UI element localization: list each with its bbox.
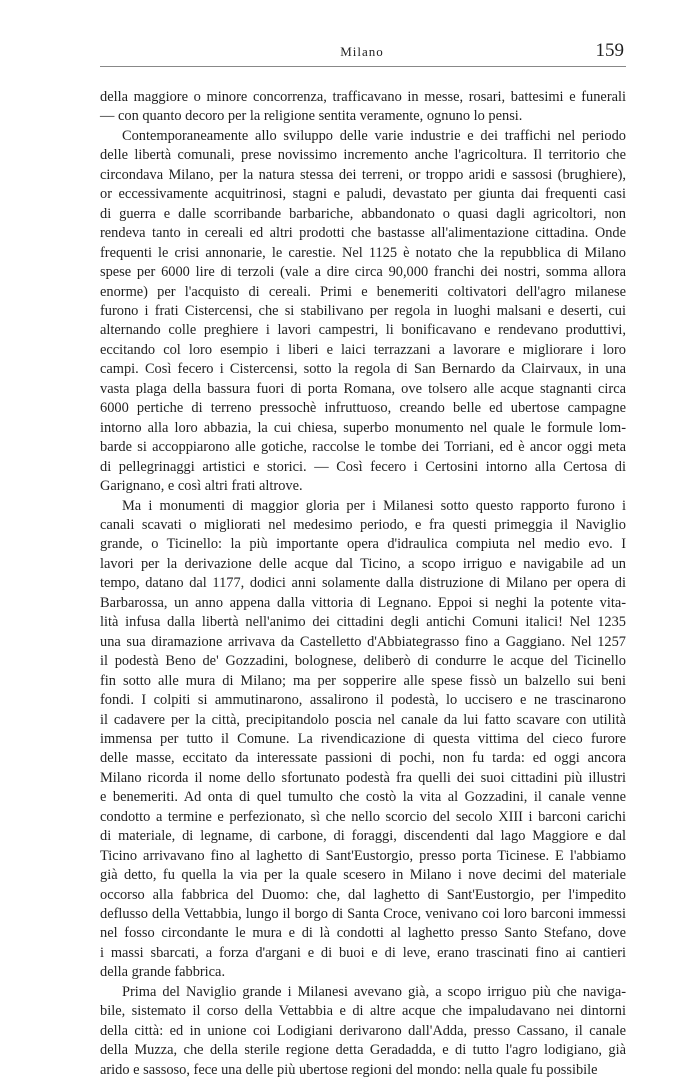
paragraph-line: Barbarossa, un anno appena dalla vittoria di Legnano. Eppoi si neghi la potente vita- (100, 594, 626, 611)
paragraph-line: fin sotto alle mura di Milano; ma per sopperire alle spese fissò un balzello sui beni (100, 672, 626, 689)
paragraph-line: di guerra e dalle scorribande barbariche, abbandonato o quasi dagli agricoltori, non (100, 205, 626, 222)
running-title: Milano (340, 44, 384, 59)
paragraph-line: e benemeriti. Ad onta di quel tumulto che costò la vita al Gozzadini, il canale venne (100, 789, 626, 806)
paragraph-line: eccitando col loro esempio i liberi e laici terrazzani a lavorare e migliorare i loro (100, 341, 626, 358)
paragraph-line: canali scavati o migliorati nel medesimo periodo, e fra questi primeggia il Naviglio (100, 516, 626, 533)
paragraph-line: Garignano, e così altri frati altrove. (100, 478, 303, 495)
paragraph-line: condotto a termine e perfezionato, sì che nello scorcio del secolo XIII i barconi carichi (100, 808, 626, 825)
paragraph-line: rendeva tanto in cereali ed altri prodotti che bastasse all'alimentazione cittadina. Onde (100, 225, 626, 242)
paragraph-line: bile, sistemato il corso della Vettabbia e di altre acque che impaludavano nei dintorni (100, 1003, 626, 1020)
paragraph-line: della città: ed in unione coi Lodigiani derivarono dall'Adda, presso Cassano, il canale (100, 1022, 626, 1039)
paragraph-line: barde si accoppiarono alle gotiche, raccolse le tombe dei Torriani, ed è ancor oggi meta (100, 439, 626, 456)
paragraph-line: già detto, fu quella la via per la quale scesero in Milano i nove decimi del materiale (100, 867, 626, 884)
paragraph-line: circondava Milano, per la natura stessa dei terreni, or troppo aridi e sassosi (brughiere), (100, 166, 626, 183)
paragraph-line: di materiale, di legname, di carbone, di foraggi, discendenti dal lago Maggiore e dal (100, 828, 626, 845)
paragraph-line: grande, o Ticinello: la più importante opera d'idraulica compiuta nel medio evo. I (100, 536, 626, 553)
paragraph-line: frequenti le crisi annonarie, le carestie. Nel 1125 è notato che la repubblica di Milano (100, 244, 626, 261)
body-text (100, 88, 626, 1080)
paragraph-line: Milano ricorda il nome dello sfortunato podestà fra quelli dei suoi cittadini più illustri (100, 769, 626, 786)
header-rule (100, 66, 626, 67)
paragraph-line: arido e sassoso, fece una delle più ubertose regioni del mondo: nella quale fu possibile (100, 1061, 598, 1078)
paragraph-line: delle libertà comunali, prese novissimo incremento anche l'agricoltura. Il territorio che (100, 147, 626, 164)
paragraph-line: or eccessivamente acquitrinosi, stagni e paludi, devastato per giunta dai frequenti casi (100, 186, 626, 203)
paragraph-line: della maggiore o minore concorrenza, trafficavano in messe, rosari, battesimi e funerali (100, 89, 626, 105)
paragraph-line: delle masse, eccitato da interessate passioni di pochi, non fu tarda: ed oggi ancora (100, 750, 626, 767)
paragraph-line: — con quanto decoro per la religione sentita veramente, ognuno lo pensi. (100, 108, 523, 125)
paragraph-line: lità infusa dalla libertà nell'animo dei cittadini degli antichi Comuni italici! Nel 1235 (100, 614, 626, 631)
paragraph-line: nel fosso circondante le mura e di là condotti al laghetto presso Santo Stefano, dove (100, 925, 626, 942)
paragraph-line: il podestà Beno de' Gozzadini, bolognese, deliberò di condurre le acque del Ticinello (100, 653, 626, 670)
paragraph-line: campi. Così fecero i Cistercensi, sotto la regola di San Bernardo da Clairvaux, in una (100, 361, 626, 378)
paragraph-line: occorso alla fabbrica del Duomo: che, dal laghetto di Sant'Eustorgio, per l'impedito (100, 886, 626, 903)
paragraph-line: Ma i monumenti di maggior gloria per i Milanesi sotto questo rapporto furono i (122, 497, 626, 514)
paragraph-line: intorno alla loro abbazia, la cui chiesa, superbo monumento nel quale le formule lom- (100, 419, 626, 436)
page-number: 159 (595, 40, 624, 61)
paragraph-line: fondi. I colpiti si ammutinarono, assalirono il podestà, lo uccisero e ne trascinarono (100, 692, 626, 709)
paragraph-line: immensa per tutto il Comune. La rivendicazione di questa vittima del cieco furore (100, 730, 626, 747)
paragraph-line: lavori per la derivazione delle acque dal Ticino, a scopo irriguo e navigabile ad un (100, 555, 626, 572)
paragraph-line: furono i frati Cistercensi, che si stabilivano per regola in luoghi malsani e deserti, cui (100, 302, 626, 319)
paragraph-line: Ticino arrivavano fino al laghetto di Sant'Eustorgio, presso porta Ticinese. E l'abbiamo (100, 847, 626, 864)
paragraph-line: i massi sbarcati, a forza d'argani e di buoi e di leve, erano trascinati fino ai cantieri (100, 944, 626, 961)
paragraph-line: della grande fabbrica. (100, 964, 226, 981)
paragraph-line: una sua diramazione arrivava da Castelletto d'Abbiategrasso fino a Gaggiano. Nel 1257 (100, 633, 626, 650)
paragraph-line: 6000 pertiche di terreno pressochè infruttuoso, creando belle ed ubertose campagne (100, 400, 626, 417)
paragraph-line: di pellegrinaggi artistici e storici. — Così fecero i Certosini intorno alla Certosa di (100, 458, 626, 475)
paragraph-line: Prima del Naviglio grande i Milanesi avevano già, a scopo irriguo più che naviga- (122, 983, 626, 1000)
paragraph-line: Contemporaneamente allo sviluppo delle varie industrie e dei traffichi nel periodo (122, 127, 626, 144)
paragraph-line: deflusso della Vettabbia, lungo il borgo di Santa Croce, venivano coi loro barconi immessi (100, 906, 626, 923)
paragraph-line: alternando colle preghiere i lavori campestri, li bonificavano e rendevano produttivi, (100, 322, 626, 339)
running-header (100, 40, 624, 62)
paragraph-line: enorme) per l'acquisto di cereali. Primi e benemeriti coltivatori dell'agro milanese (100, 283, 626, 300)
paragraph-line: della Muzza, che della sterile regione detta Geradadda, e di tutto l'agro lodigiano, già (100, 1042, 626, 1059)
paragraph-line: il cadavere per la città, precipitandolo poscia nel canale da lui fatto scavare con utilità (100, 711, 626, 728)
paragraph-line: vasta plaga della bassura fuori di porta Romana, ove tolsero alle acque stagnanti circa (100, 380, 626, 397)
paragraph-line: tempo, datano dal 1177, dodici anni solamente dalla distruzione di Milano per opera di (100, 575, 626, 592)
paragraph-line: spese per 6000 lire di terzoli (vale a dire circa 90,000 franchi dei nostri, somma allora (100, 264, 626, 281)
